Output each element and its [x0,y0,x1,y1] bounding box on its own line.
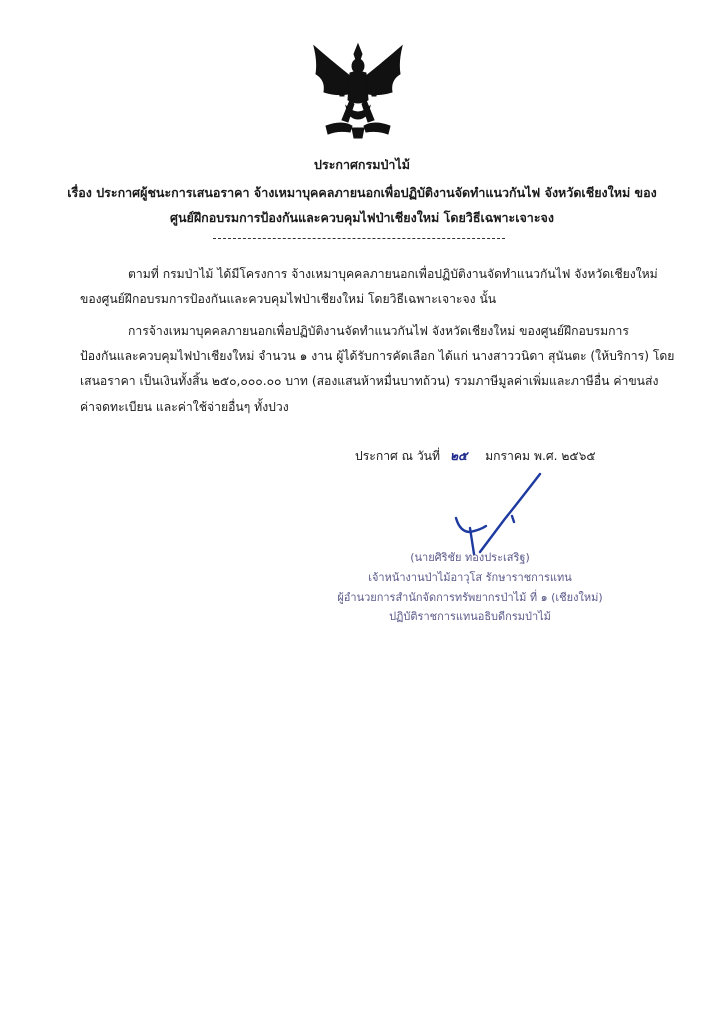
subject-line-2: ศูนย์ฝึกอบรมการป้องกันและควบคุมไฟป่าเชียงใหม่ โดยวิธีเฉพาะเจาะจง [170,210,554,225]
announcement-prefix: ประกาศ ณ วันที่ [355,449,441,463]
paragraph-2-line-2: ป้องกันและควบคุมไฟป่าเชียงใหม่ จำนวน ๑ งาน ผู้ได้รับการคัดเลือก ได้แก่ นางสาววนิดา สุนันตะ (ให้บริการ) โดย [80,349,675,363]
document-title: ประกาศกรมป่าไม้ [314,157,410,172]
garuda-emblem-icon [306,40,410,142]
signatory-position-2: ผู้อำนวยการสำนักจัดการทรัพยากรป่าไม้ ที่ ๑ (เชียงใหม่) [337,591,603,604]
signatory-name: (นายศิริชัย ทองประเสริฐ) [410,551,530,564]
handwritten-signature-icon [440,470,550,560]
paragraph-1-line-1: ตามที่ กรมป่าไม้ ได้มีโครงการ จ้างเหมาบุคคลภายนอกเพื่อปฏิบัติงานจัดทำแนวกันไฟ จังหวัดเชียงใหม่ [128,267,658,281]
subject-line-1: เรื่อง ประกาศผู้ชนะการเสนอราคา จ้างเหมาบุคคลภายนอกเพื่อปฏิบัติงานจัดทำแนวกันไฟ จังหวัดเชียงใหม่ ของ [67,185,657,200]
paragraph-2-line-4: ค่าจดทะเบียน และค่าใช้จ่ายอื่นๆ ทั้งปวง [80,400,289,414]
signatory-position-1: เจ้าหน้างานป่าไม้อาวุโส รักษาราชการแทน [368,571,572,584]
paragraph-2-line-1: การจ้างเหมาบุคคลภายนอกเพื่อปฏิบัติงานจัดทำแนวกันไฟ จังหวัดเชียงใหม่ ของศูนย์ฝึกอบรมการ [128,324,629,338]
separator-rule [213,238,505,239]
announcement-date [355,447,596,466]
paragraph-2-line-3: เสนอราคา เป็นเงินทั้งสิ้น ๒๕๐,๐๐๐.๐๐ บาท (สองแสนห้าหมื่นบาทถ้วน) รวมภาษีมูลค่าเพิ่มและภาษีอื่น ค่าขนส่ง [80,374,659,388]
announcement-month-year: มกราคม พ.ศ. ๒๕๖๕ [485,449,596,463]
paragraph-1-line-2: ของศูนย์ฝึกอบรมการป้องกันและควบคุมไฟป่าเชียงใหม่ โดยวิธีเฉพาะเจาะจง นั้น [80,292,497,306]
signatory-position-3: ปฏิบัติราชการแทนอธิบดีกรมป่าไม้ [389,610,551,623]
announcement-day: ๒๕ [449,449,468,463]
